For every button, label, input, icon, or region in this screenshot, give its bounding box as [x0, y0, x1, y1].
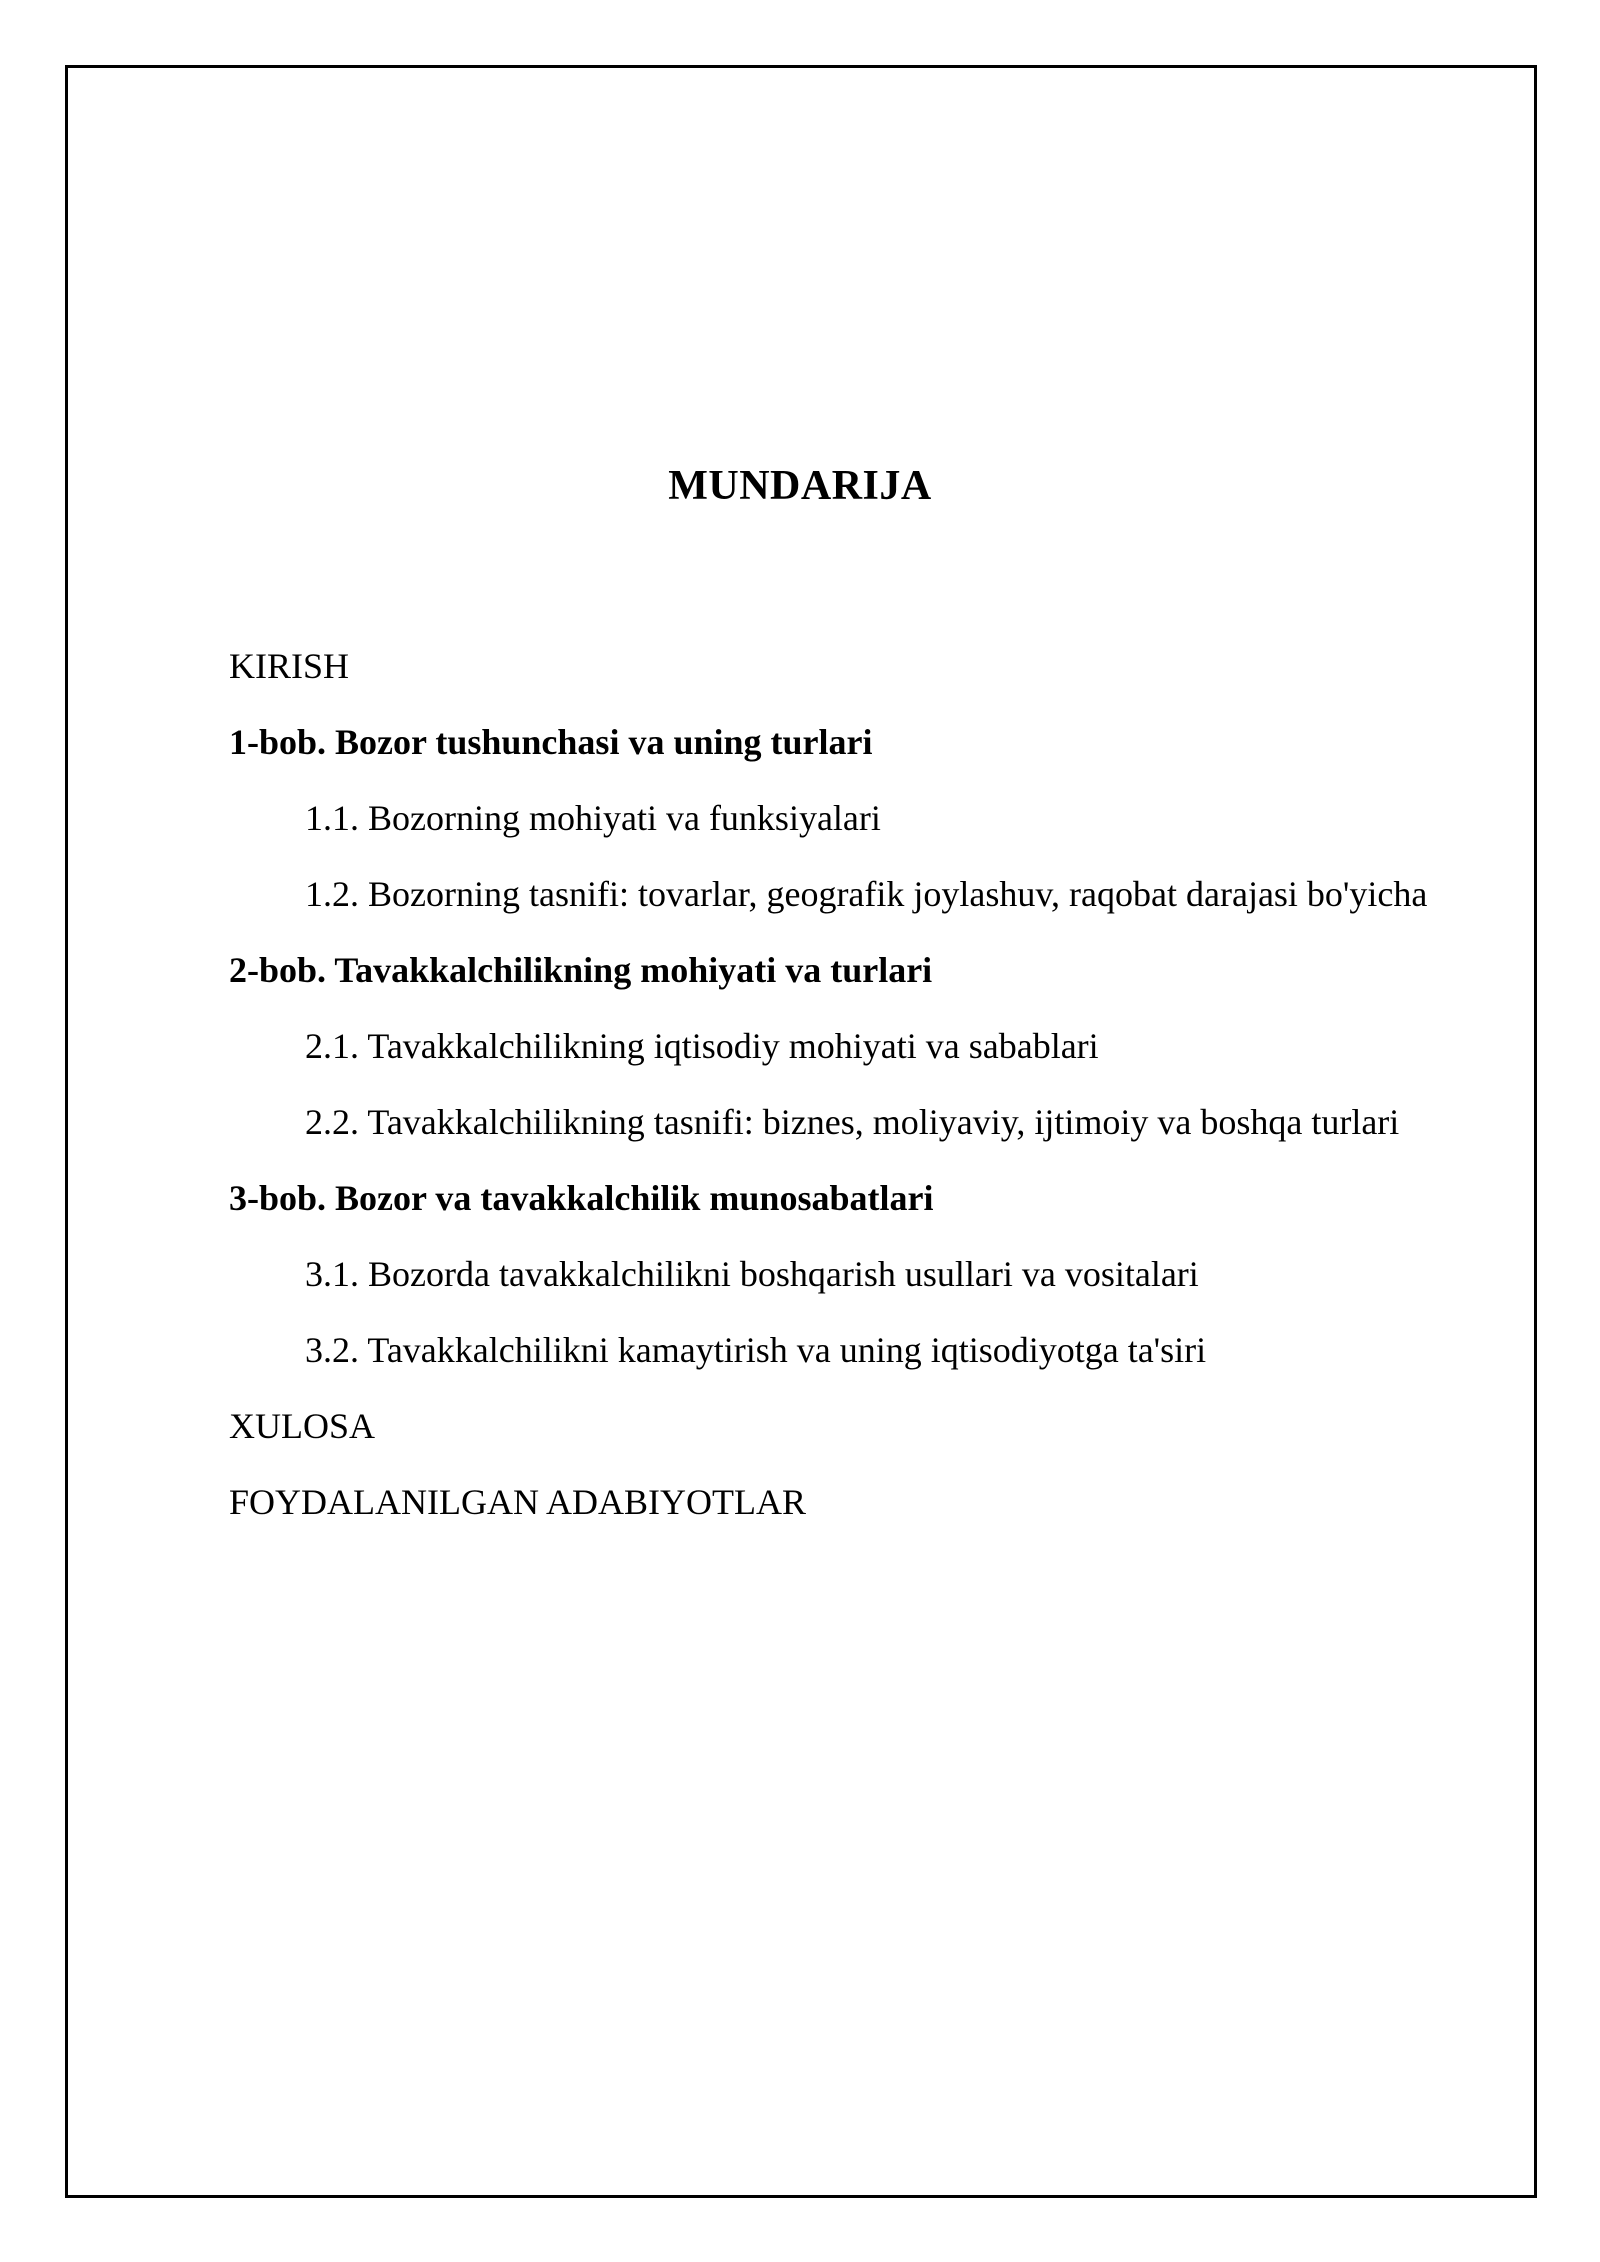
toc-chapter-3: 3-bob. Bozor va tavakkalchilik munosabatlari — [229, 1178, 934, 1218]
page-title: MUNDARIJA — [668, 463, 932, 509]
toc-section-1-2: 1.2. Bozorning tasnifi: tovarlar, geografik joylashuv, raqobat darajasi bo'yicha — [305, 874, 1428, 914]
toc-section-3-2: 3.2. Tavakkalchilikni kamaytirish va uning iqtisodiyotga ta'siri — [305, 1330, 1207, 1370]
toc-section-2-1: 2.1. Tavakkalchilikning iqtisodiy mohiyati va sabablari — [305, 1026, 1099, 1066]
toc-section-3-1: 3.1. Bozorda tavakkalchilikni boshqarish usullari va vositalari — [305, 1254, 1199, 1294]
toc-entry-conclusion: XULOSA — [229, 1406, 376, 1446]
toc-chapter-2: 2-bob. Tavakkalchilikning mohiyati va turlari — [229, 950, 933, 990]
toc-entry-intro: KIRISH — [229, 646, 350, 686]
toc-chapter-1: 1-bob. Bozor tushunchasi va uning turlari — [229, 722, 873, 762]
table-of-contents — [229, 642, 1529, 1554]
toc-section-1-1: 1.1. Bozorning mohiyati va funksiyalari — [305, 798, 881, 838]
toc-entry-references: FOYDALANILGAN ADABIYOTLAR — [229, 1482, 806, 1522]
toc-section-2-2: 2.2. Tavakkalchilikning tasnifi: biznes, moliyaviy, ijtimoiy va boshqa turlari — [305, 1102, 1400, 1142]
